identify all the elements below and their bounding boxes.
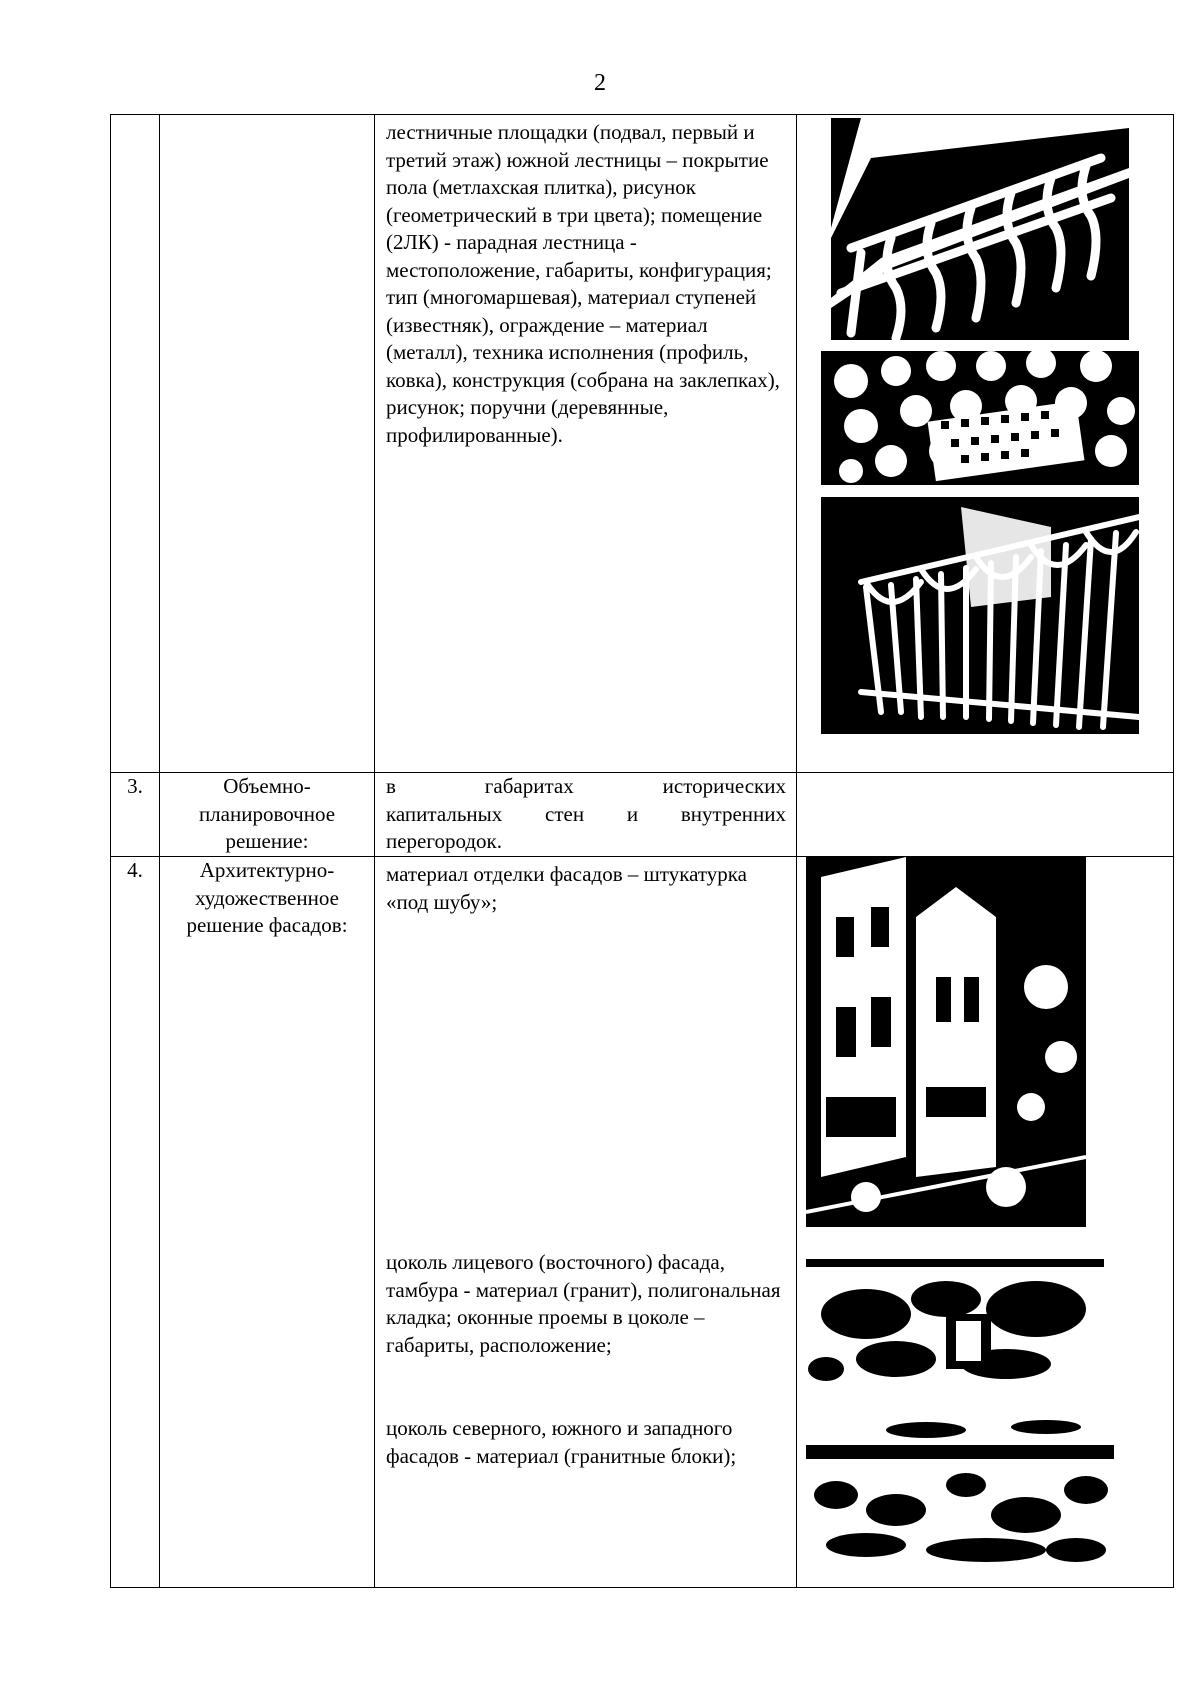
row-number-cell: 3. <box>111 773 160 857</box>
description-line: капитальных стен и внутренних <box>386 801 786 826</box>
empty-photo-cell <box>797 773 1174 857</box>
row-description-cell <box>375 773 797 857</box>
row-name-cell <box>160 857 375 1588</box>
row-name-cell <box>160 773 375 857</box>
description-line: в габаритах исторических <box>386 774 786 798</box>
row-name-line: Архитектурно- <box>199 858 335 882</box>
east-plinth-text: цоколь лицевого (восточного) фасада, тамбура - материал (гранит), полигональная кладка; оконные проемы в цоколе – габариты, расположение; <box>386 1250 781 1357</box>
table-row <box>111 857 1174 1588</box>
table-row <box>111 773 1174 857</box>
row-number-cell: 4. <box>111 857 160 1588</box>
document-table <box>110 114 1174 1588</box>
row-name-line: решение: <box>225 829 309 853</box>
row-number-cell <box>111 115 160 773</box>
row-name-cell <box>160 115 375 773</box>
row-description-cell <box>375 857 797 1588</box>
stair-description: лестничные площадки (подвал, первый и третий этаж) южной лестницы – покрытие пола (метлахская плитка), рисунок (геометрический в три цвета); помещение (2ЛК) - парадная лестница - местоположение, габариты, конфигурация; тип (многомаршевая), материал ступеней (известняк), ограждение – материал (металл), техника исполнения (профиль, ковка), конструкция (собрана на заклепках), рисунок; поручни (деревянные, профилированные). <box>386 120 780 447</box>
row-name-line: Объемно- <box>223 774 311 798</box>
description-line: перегородок. <box>386 829 503 853</box>
tile-floor-photo <box>821 351 1139 485</box>
facade-finish-text: материал отделки фасадов – штукатурка «под шубу»; <box>386 862 747 914</box>
page-number: 2 <box>594 70 606 96</box>
table-row <box>111 115 1174 773</box>
staircase-railing-photo <box>821 497 1139 734</box>
other-plinth-text: цоколь северного, южного и западного фасадов - материал (гранитные блоки); <box>386 1416 737 1468</box>
north-plinth-photo <box>806 1415 1114 1565</box>
row-name-line: планировочное <box>198 801 336 826</box>
row-name-line: решение фасадов: <box>186 913 348 937</box>
railing-photo <box>831 118 1129 340</box>
facade-photo <box>806 857 1086 1227</box>
row-photos-cell <box>797 115 1174 773</box>
row-description-cell <box>375 115 797 773</box>
row-name-line: художественное <box>195 885 339 910</box>
east-plinth-photo <box>806 1259 1104 1394</box>
row-photos-cell <box>797 857 1174 1588</box>
